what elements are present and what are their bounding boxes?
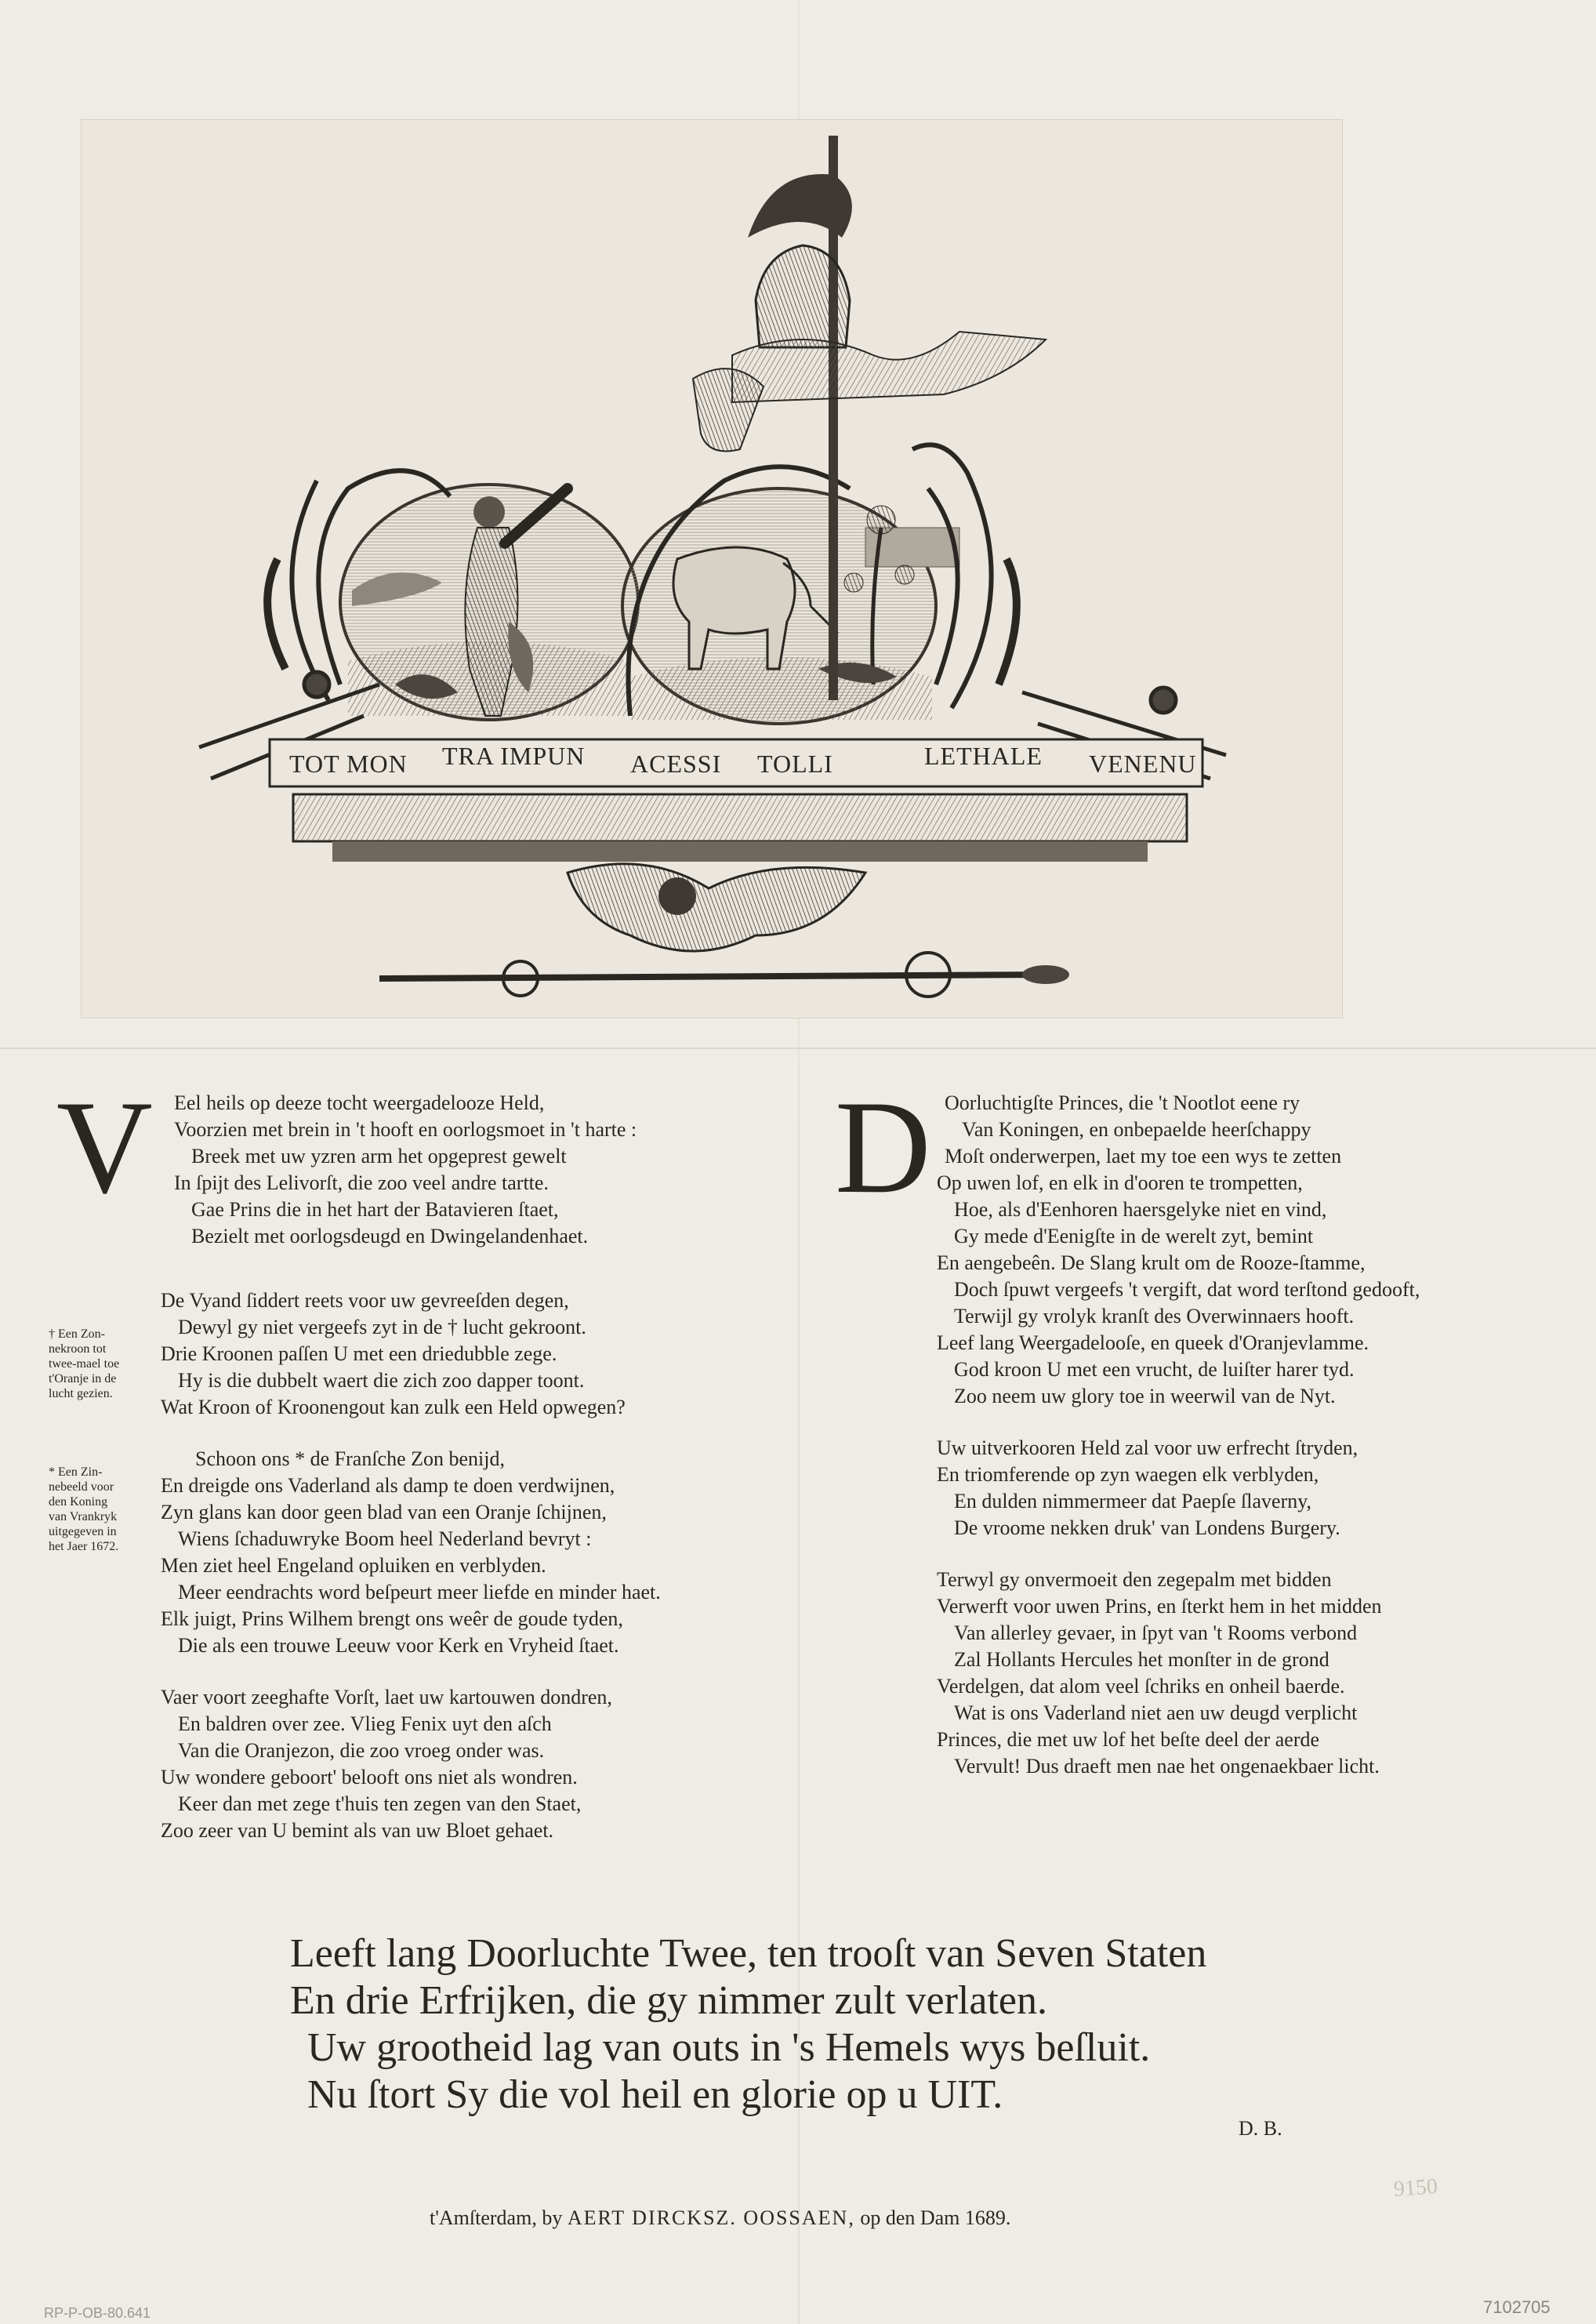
printer-imprint bbox=[430, 2206, 1010, 2230]
verse-line: Moſt onderwerpen, laet my toe een wys te zetten bbox=[945, 1145, 1342, 1167]
unicorn-scene bbox=[622, 488, 959, 724]
verse-line: Van allerley gevaer, in ſpyt van 't Rooms verbond bbox=[954, 1621, 1358, 1644]
verse-line: Eel heils op deeze tocht weergadelooze Held, bbox=[174, 1091, 545, 1114]
verse-line: Wiens ſchaduwryke Boom heel Nederland bevryt : bbox=[178, 1527, 592, 1550]
closing-line: Nu ſtort Sy die vol heil en glorie op u UIT. bbox=[307, 2072, 1003, 2117]
verse-line: En dreigde ons Vaderland als damp te doen verdwijnen, bbox=[161, 1474, 615, 1497]
verse-line: In ſpijt des Lelivorſt, die zoo veel andre tartte. bbox=[174, 1171, 549, 1194]
verse-line: Van die Oranjezon, die zoo vroeg onder was. bbox=[178, 1739, 545, 1762]
verse-line: Gy mede d'Eenigſte in de werelt zyt, bemint bbox=[954, 1225, 1314, 1247]
collection-code: RP-P-OB-80.641 bbox=[44, 2305, 151, 2321]
closing-quatrain bbox=[290, 1930, 1387, 2119]
verse-line: Hy is die dubbelt waert die zich zoo dapper toont. bbox=[178, 1369, 585, 1392]
horizontal-fold-line bbox=[0, 1048, 1596, 1049]
verse-line: Hoe, als d'Eenhoren haersgelyke niet en vind, bbox=[954, 1198, 1327, 1221]
verse-line: Meer eendrachts word beſpeurt meer liefde en minder haet. bbox=[178, 1581, 661, 1603]
verse-line: Vervult! Dus draeft men nae het ongenaekbaer licht. bbox=[954, 1755, 1380, 1777]
verse-line: Zyn glans kan door geen blad van een Oranje ſchijnen, bbox=[161, 1501, 607, 1523]
pencil-annotation: 9150 bbox=[1392, 2174, 1438, 2202]
verse-line: Schoon ons * de Franſche Zon benijd, bbox=[195, 1447, 505, 1470]
verse-line: En dulden nimmermeer dat Paepſe ſlaverny, bbox=[954, 1490, 1312, 1512]
stone-plinth bbox=[293, 794, 1187, 862]
verse-line: Wat Kroon of Kroonengout kan zulk een Held opwegen? bbox=[161, 1396, 626, 1418]
verse-line: Bezielt met oorlogsdeugd en Dwingelandenhaet. bbox=[191, 1225, 589, 1247]
motto-ribbon-3: ACESSI bbox=[630, 750, 722, 778]
verse-line: Uw uitverkooren Held zal voor uw erfrecht ſtryden, bbox=[937, 1436, 1358, 1459]
poem-right-body bbox=[937, 1170, 1556, 1805]
verse-line: Wat is ons Vaderland niet aen uw deugd verplicht bbox=[954, 1701, 1358, 1724]
verse-line: De vroome nekken druk' van Londens Burgery. bbox=[954, 1516, 1340, 1539]
engraving-plate bbox=[81, 119, 1343, 1019]
verse-line: De Vyand ſiddert reets voor uw gevreeſden degen, bbox=[161, 1289, 569, 1312]
verse-line: Zoo zeer van U bemint als van uw Bloet gehaet. bbox=[161, 1819, 554, 1842]
verse-line: En triomferende op zyn waegen elk verblyden, bbox=[937, 1463, 1319, 1486]
dropcap-v: V bbox=[56, 1073, 153, 1221]
dropcap-d: D bbox=[835, 1073, 931, 1221]
motto-ribbon-4: TOLLI bbox=[757, 750, 833, 778]
verse-line: Men ziet heel Engeland opluiken en verblyden. bbox=[161, 1554, 546, 1577]
motto-ribbon-1: TOT MON bbox=[289, 750, 408, 778]
verse-line: Breek met uw yzren arm het opgeprest gewelt bbox=[191, 1145, 567, 1167]
verse-line: Op uwen lof, en elk in d'ooren te trompetten, bbox=[937, 1171, 1303, 1194]
verse-line: Gae Prins die in het hart der Batavieren ſtaet, bbox=[191, 1198, 559, 1221]
stanza-right-2 bbox=[937, 1435, 1556, 1541]
hercules-scene bbox=[340, 485, 638, 720]
verse-line: Dewyl gy niet vergeefs zyt in de † lucht gekroont. bbox=[178, 1316, 586, 1338]
verse-line: Verwerft voor uwen Prins, en ſterkt hem in het midden bbox=[937, 1595, 1382, 1618]
imprint-printer: AERT DIRCKSZ. OOSSAEN, bbox=[567, 2206, 855, 2229]
stanza-right-3 bbox=[937, 1567, 1556, 1780]
motto-ribbons bbox=[270, 739, 1202, 786]
verse-line: God kroon U met een vrucht, de luiſter harer tyd. bbox=[954, 1358, 1355, 1381]
closing-line: Uw grootheid lag van outs in 's Hemels wys beſluit. bbox=[307, 2025, 1151, 2070]
verse-line: Verdelgen, dat alom veel ſchriks en onheil baerde. bbox=[937, 1675, 1345, 1698]
verse-line: Zal Hollants Hercules het monſter in de grond bbox=[954, 1648, 1329, 1671]
closing-line: Leeft lang Doorluchte Twee, ten trooſt van Seven Staten bbox=[290, 1931, 1207, 1976]
verse-line: Drie Kroonen paſſen U met een driedubble zege. bbox=[161, 1342, 557, 1365]
poem-left-rest bbox=[161, 1287, 772, 1869]
verse-line: Keer dan met zege t'huis ten zegen van den Staet, bbox=[178, 1792, 582, 1815]
imprint-suffix: op den Dam 1689. bbox=[860, 2206, 1011, 2229]
stanza-right-1 bbox=[937, 1170, 1556, 1410]
verse-line: Zoo neem uw glory toe in weerwil van de Nyt. bbox=[954, 1385, 1336, 1407]
stanza-left-4 bbox=[161, 1684, 772, 1844]
verse-line: Van Koningen, en onbepaelde heerſchappy bbox=[962, 1118, 1311, 1141]
stanza-left-2 bbox=[161, 1287, 772, 1421]
verse-line: Die als een trouwe Leeuw voor Kerk en Vryheid ſtaet. bbox=[178, 1634, 619, 1657]
verse-line: Vaer voort zeeghafte Vorſt, laet uw kartouwen dondren, bbox=[161, 1686, 612, 1709]
stanza-left-1 bbox=[174, 1090, 770, 1250]
verse-line: En baldren over zee. Vlieg Fenix uyt den aſch bbox=[178, 1712, 552, 1735]
verse-line: Terwijl gy vrolyk kranſt des Overwinnaers hooft. bbox=[954, 1305, 1355, 1327]
allegorical-engraving bbox=[82, 120, 1342, 1018]
inventory-number: 7102705 bbox=[1483, 2297, 1551, 2317]
verse-line: Voorzien met brein in 't hooft en oorlogsmoet in 't harte : bbox=[174, 1118, 637, 1141]
motto-ribbon-6: VENENU bbox=[1089, 750, 1197, 778]
verse-line: Terwyl gy onvermoeit den zegepalm met bidden bbox=[937, 1568, 1332, 1591]
verse-line: Uw wondere geboort' belooft ons niet als wondren. bbox=[161, 1766, 578, 1788]
poem-left-stanzas bbox=[174, 1090, 770, 1275]
verse-line: Elk juigt, Prins Wilhem brengt ons weêr de goude tyden, bbox=[161, 1607, 623, 1630]
motto-ribbon-5: LETHALE bbox=[924, 742, 1043, 770]
closing-line: En drie Erfrijken, die gy nimmer zult verlaten. bbox=[290, 1978, 1047, 2023]
verse-line: Doch ſpuwt vergeefs 't vergift, dat word terſtond gedooft, bbox=[954, 1278, 1420, 1301]
poem-right-head bbox=[945, 1090, 1556, 1170]
imprint-prefix: t'Amſterdam, by bbox=[430, 2206, 563, 2229]
margin-note-sun-crown: † Een Zon-nekroon tot twee-mael toe t'Oranje in de lucht gezien. bbox=[49, 1327, 120, 1400]
verse-line: Leef lang Weergadelooſe, en queek d'Oranjevlamme. bbox=[937, 1331, 1369, 1354]
verse-line: Oorluchtigſte Princes, die 't Nootlot eene ry bbox=[945, 1091, 1300, 1114]
verse-line: En aengebeên. De Slang krult om de Rooze-ſtamme, bbox=[937, 1251, 1366, 1274]
verse-line: Princes, die met uw lof het beſte deel der aerde bbox=[937, 1728, 1320, 1751]
margin-note-french-sun: * Een Zin-nebeeld voor den Koning van Vrankryk uitgegeven in het Jaer 1672. bbox=[49, 1465, 119, 1553]
stanza-left-3 bbox=[161, 1446, 772, 1659]
eagle-and-sword bbox=[379, 864, 1069, 997]
motto-ribbon-2: TRA IMPUN bbox=[442, 742, 586, 770]
author-signature: D. B. bbox=[1239, 2117, 1282, 2140]
